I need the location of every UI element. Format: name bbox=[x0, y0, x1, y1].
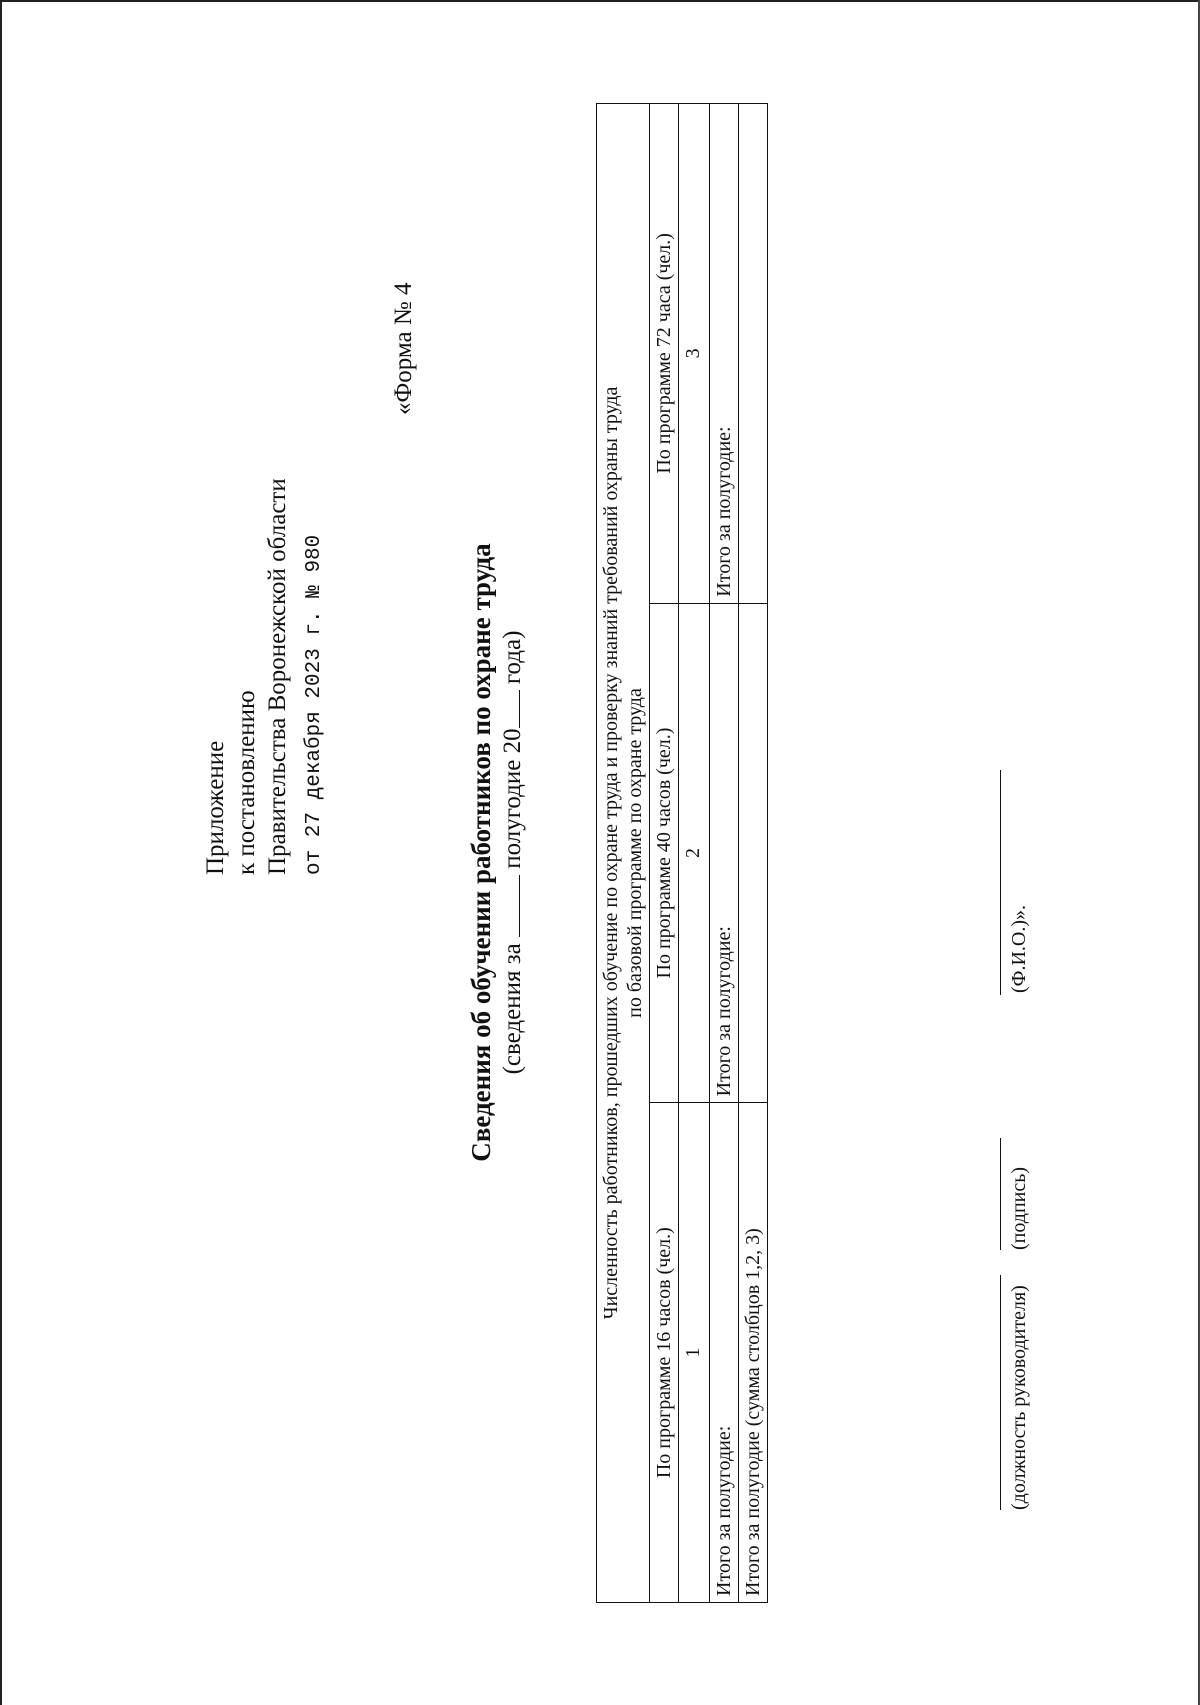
column-number-2: 2 bbox=[679, 603, 710, 1103]
document-subtitle bbox=[497, 0, 528, 1705]
appendix-line-3: Правительства Воронежской области bbox=[264, 478, 291, 875]
title-block bbox=[465, 0, 528, 1705]
name-label: (Ф.И.О.)». bbox=[1008, 904, 1030, 993]
appendix-line-2: к постановлению bbox=[233, 690, 260, 875]
column-number-1: 1 bbox=[679, 1103, 710, 1603]
column-number-3: 3 bbox=[679, 104, 710, 604]
subtitle-suffix: года) bbox=[499, 630, 526, 685]
total-empty-cell-2 bbox=[739, 603, 768, 1103]
table-total-row bbox=[739, 104, 768, 1603]
name-signature-line bbox=[1000, 770, 1001, 995]
half-year-blank bbox=[497, 875, 520, 937]
training-table bbox=[596, 103, 768, 1603]
total-cell: Итого за полугодие (сумма столбцов 1,2, 3) bbox=[739, 1103, 768, 1603]
table-header-line-1: Численность работников, прошедших обучение по охране труда и проверку знаний требований охраны труда bbox=[600, 386, 622, 1320]
table-header-line-2: по базовой программе по охране труда bbox=[624, 688, 646, 1018]
table-columns-row bbox=[650, 104, 679, 1603]
year-blank bbox=[497, 690, 520, 728]
form-number: «Форма № 4 bbox=[390, 282, 417, 415]
appendix-date: от 27 декабря 2023 г. № 980 bbox=[303, 534, 326, 875]
subtitle-prefix: (сведения за bbox=[499, 943, 526, 1075]
table-header-cell bbox=[597, 104, 650, 1603]
subtotal-cell-3: Итого за полугодие: bbox=[710, 104, 739, 604]
column-header-72h: По программе 72 часа (чел.) bbox=[650, 104, 679, 604]
subtotal-cell-2: Итого за полугодие: bbox=[710, 603, 739, 1103]
position-signature-line bbox=[1000, 1275, 1001, 1510]
appendix-line-1: Приложение bbox=[202, 740, 229, 875]
total-empty-cell-3 bbox=[739, 104, 768, 604]
table-subtotal-row bbox=[710, 104, 739, 1603]
position-label: (должность руководителя) bbox=[1008, 1285, 1030, 1510]
subtotal-cell-1: Итого за полугодие: bbox=[710, 1103, 739, 1603]
table-number-row bbox=[679, 104, 710, 1603]
column-header-40h: По программе 40 часов (чел.) bbox=[650, 603, 679, 1103]
column-header-16h: По программе 16 часов (чел.) bbox=[650, 1103, 679, 1603]
appendix-block bbox=[200, 478, 330, 875]
document-title: Сведения об обучении работников по охране труда bbox=[466, 543, 496, 1162]
signature-label: (подпись) bbox=[1008, 1166, 1030, 1250]
signature-line bbox=[1000, 1138, 1001, 1250]
table-header-row bbox=[597, 104, 650, 1603]
subtitle-middle: полугодие 20 bbox=[499, 728, 526, 869]
